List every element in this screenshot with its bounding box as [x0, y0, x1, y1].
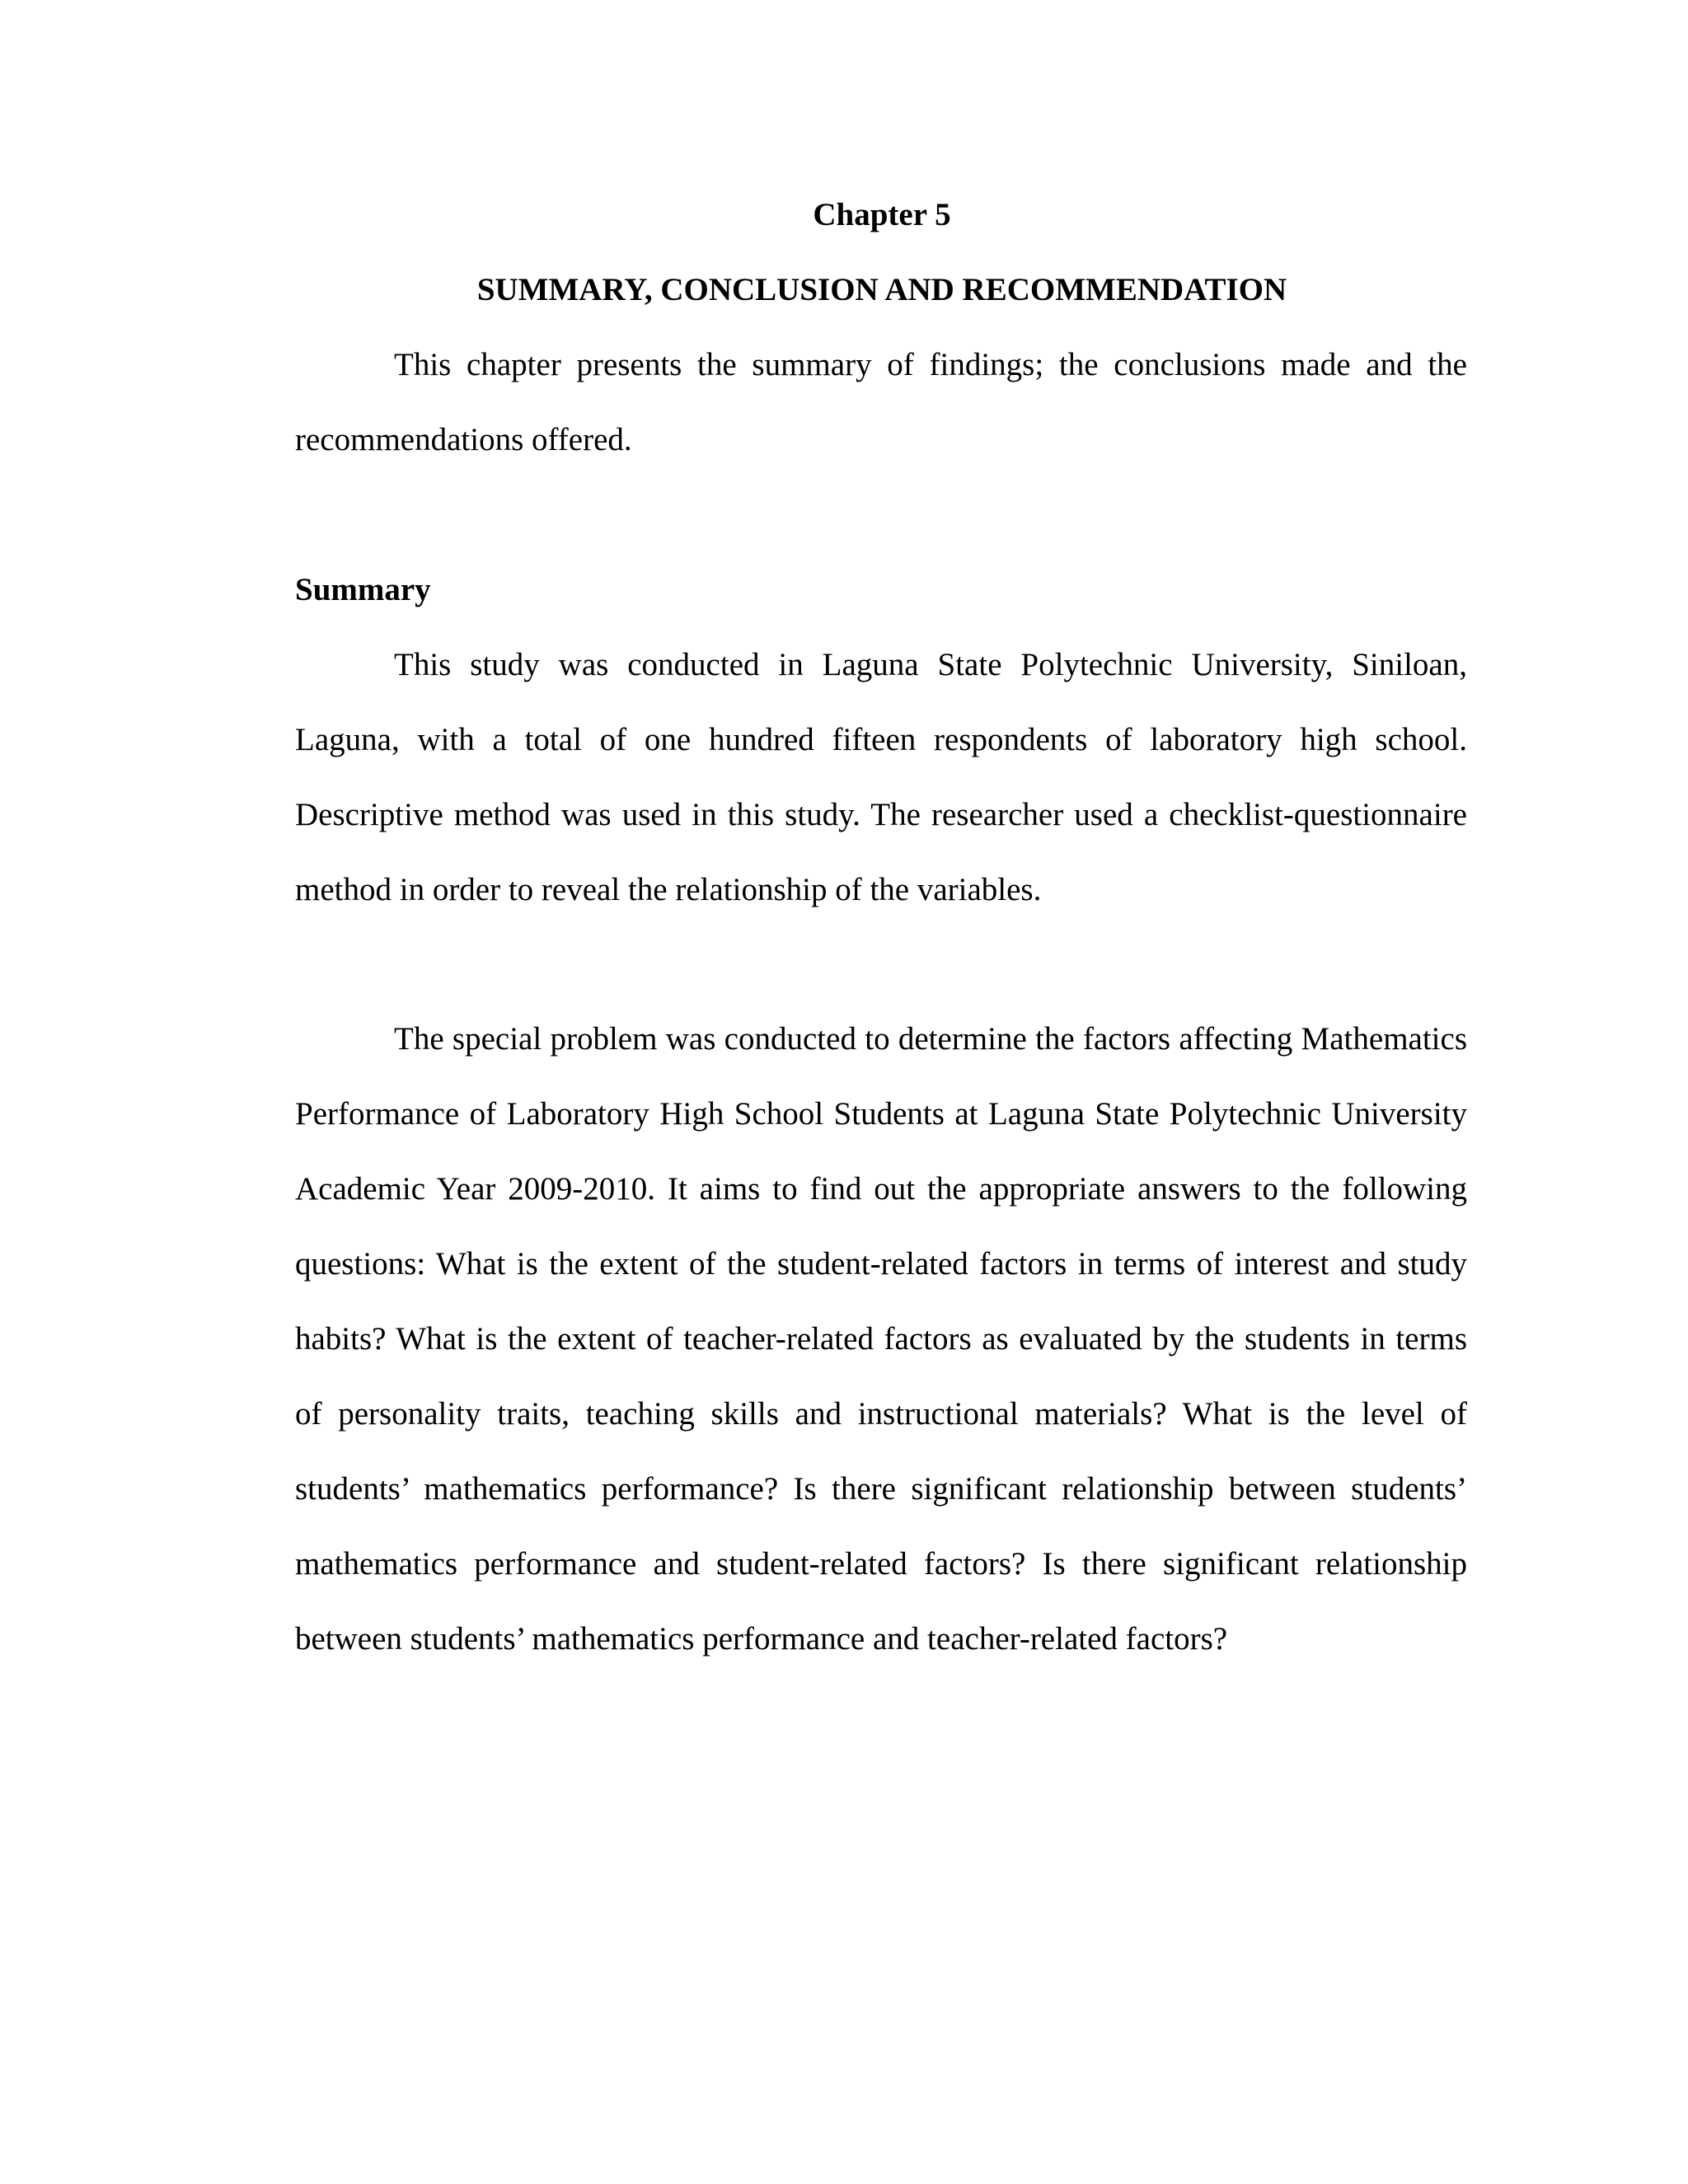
summary-paragraph: This study was conducted in Laguna State Polytechnic University, Siniloan, Laguna, with a total of one hundred fifteen respondents of laboratory high school. Descriptive method was used in this study. The researcher used a checklist-questionnaire method in order to reveal the relationship of the variables. — [295, 647, 1467, 907]
chapter-number: Chapter 5 — [813, 197, 951, 232]
summary-paragraph-1-block — [295, 627, 1467, 927]
chapter-title: SUMMARY, CONCLUSION AND RECOMMENDATION — [476, 272, 1287, 307]
summary-paragraph: The special problem was conducted to determine the factors affecting Mathematics Performance of Laboratory High School Students at Laguna State Polytechnic University Academic Year 2009-2010. It aims to find out the appropriate answers to the following questions: What is the extent of the student-related factors in terms of interest and study habits? What is the extent of teacher-related factors as evaluated by the students in terms of personality traits, teaching skills and instructional materials? What is the level of students’ mathematics performance? Is there significant relationship between students’ mathematics performance and student-related factors? Is there significant relationship between students’ mathematics performance and teacher-related factors? — [295, 1021, 1467, 1657]
summary-heading-block — [295, 552, 1467, 627]
summary-paragraph-2-block — [295, 1001, 1467, 1676]
intro-paragraph: This chapter presents the summary of findings; the conclusions made and the recommendations offered. — [295, 347, 1467, 457]
intro-section — [295, 327, 1467, 477]
summary-heading: Summary — [295, 572, 431, 607]
